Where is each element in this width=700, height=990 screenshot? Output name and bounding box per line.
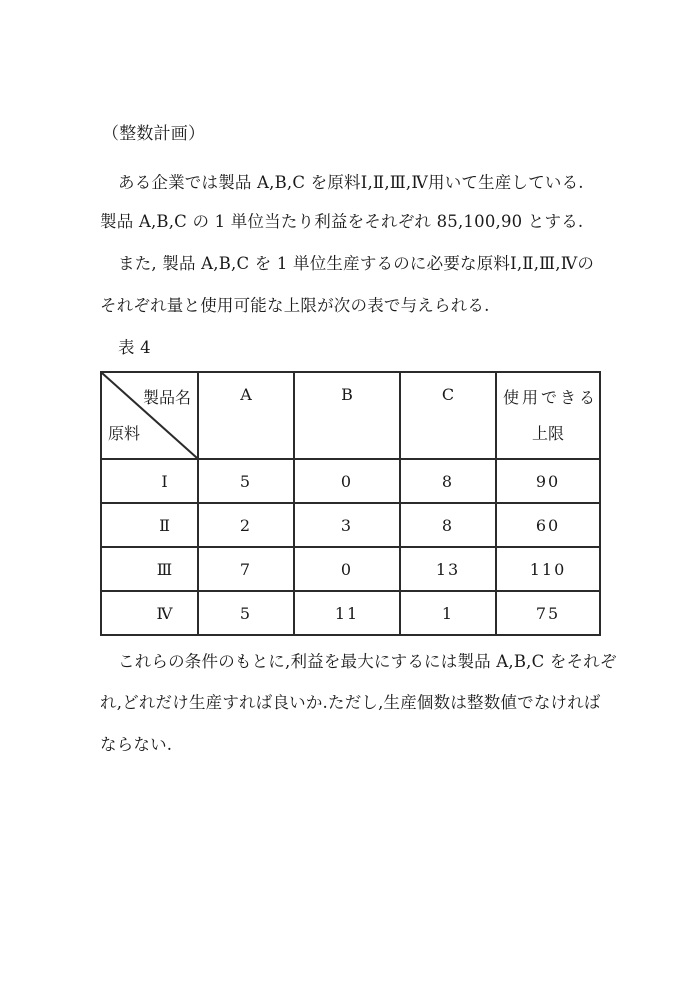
cell-limit: 110 <box>529 559 567 579</box>
paragraph-2-line-1: また, 製品 A,B,C を 1 単位生産するのに必要な原料Ⅰ,Ⅱ,Ⅲ,Ⅳの <box>118 254 595 273</box>
limit-header-line-2: 上限 <box>531 424 564 443</box>
cell-c: 1 <box>441 603 455 623</box>
limit-header-line-1: 使用できる <box>503 388 599 407</box>
cell-limit: 75 <box>535 603 561 623</box>
cell-c: 8 <box>441 515 455 535</box>
material-name: Ⅱ <box>159 515 170 535</box>
cell-limit: 60 <box>535 515 561 535</box>
table-row <box>101 547 600 591</box>
header-label: C <box>441 385 455 404</box>
header-cell-product-c <box>400 372 496 459</box>
cell-b: 3 <box>340 515 354 535</box>
material-name: Ⅰ <box>161 471 168 491</box>
cell-b: 0 <box>340 559 354 579</box>
paragraph-3-line-3: ならない. <box>100 735 173 754</box>
corner-column-label: 製品名 <box>142 388 191 407</box>
table-header-row <box>101 372 600 459</box>
material-name: Ⅲ <box>156 559 173 579</box>
material-name: Ⅳ <box>156 603 173 623</box>
header-cell-product-b <box>294 372 400 459</box>
cell-b: 11 <box>334 603 360 623</box>
cell-a: 2 <box>239 515 253 535</box>
table-caption: 表 4 <box>118 338 151 357</box>
cell-a: 5 <box>239 603 253 623</box>
cell-a: 5 <box>239 471 253 491</box>
paragraph-1-line-2: 製品 A,B,C の 1 単位当たり利益をそれぞれ 85,100,90 とする. <box>100 212 584 231</box>
cell-limit: 90 <box>535 471 561 491</box>
cell-b: 0 <box>340 471 354 491</box>
header-cell-limit <box>496 372 600 459</box>
table-row <box>101 503 600 547</box>
paragraph-3-line-1: これらの条件のもとに,利益を最大にするには製品 A,B,C をそれぞ <box>118 652 617 671</box>
corner-row-label: 原料 <box>108 424 141 443</box>
cell-c: 13 <box>435 559 461 579</box>
table-row <box>101 591 600 635</box>
paragraph-3-line-2: れ,どれだけ生産すれば良いか.ただし,生産個数は整数値でなければ <box>100 693 601 712</box>
corner-header-cell <box>101 372 198 459</box>
paragraph-2-line-2: それぞれ量と使用可能な上限が次の表で与えられる. <box>100 296 490 315</box>
paragraph-1-line-1: ある企業では製品 A,B,C を原料Ⅰ,Ⅱ,Ⅲ,Ⅳ用いて生産している. <box>118 173 584 192</box>
section-heading: （整数計画） <box>102 124 206 144</box>
cell-a: 7 <box>239 559 253 579</box>
header-cell-product-a <box>198 372 294 459</box>
cell-c: 8 <box>441 471 455 491</box>
materials-table <box>100 371 601 636</box>
header-label: A <box>240 385 252 404</box>
header-label: B <box>341 385 353 404</box>
table-row <box>101 459 600 503</box>
